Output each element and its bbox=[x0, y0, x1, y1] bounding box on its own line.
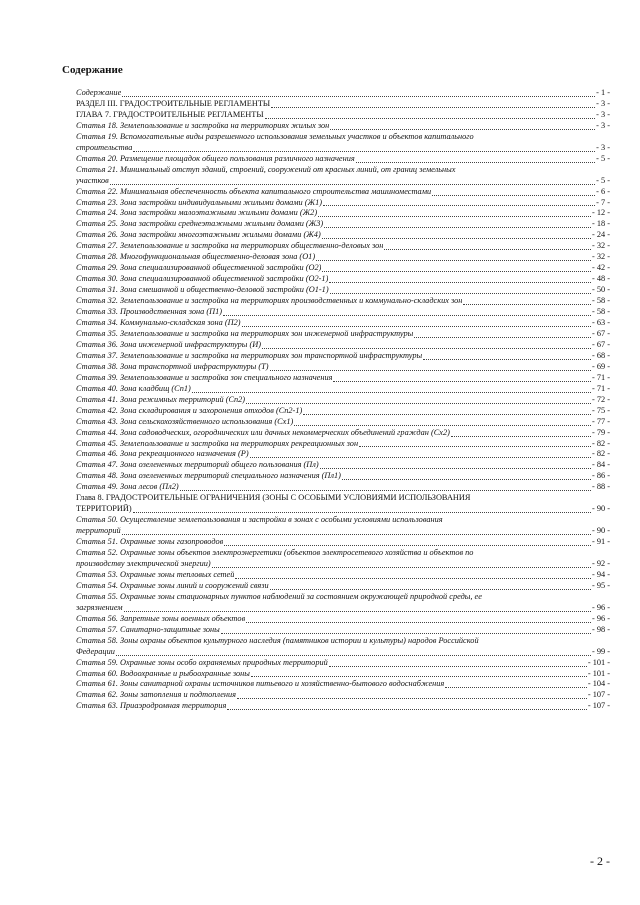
dot-leader bbox=[246, 403, 591, 404]
dot-leader bbox=[432, 195, 595, 196]
dot-leader bbox=[294, 425, 591, 426]
toc-entry-page: - 104 - bbox=[587, 679, 610, 689]
toc-entry-title: Статья 18. Землепользование и застройка на территориях жилых зон bbox=[76, 120, 330, 130]
toc-entry-title: Статья 60. Водоохранные и рыбоохранные зоны bbox=[76, 668, 250, 678]
toc-entry-title: Статья 44. Зона садоводческих, огороднических или дачных некоммерческих объединений граждан (Сх2) bbox=[76, 427, 450, 437]
toc-entry[interactable] bbox=[76, 482, 610, 493]
toc-entry-page: - 94 - bbox=[592, 569, 610, 579]
dot-leader bbox=[212, 567, 591, 568]
toc-entry[interactable] bbox=[76, 373, 610, 384]
toc-entry-title: Статья 34. Коммунально-складская зона (П2) bbox=[76, 318, 241, 328]
toc-entry[interactable] bbox=[76, 230, 610, 241]
dot-leader bbox=[414, 337, 591, 338]
toc-entry-page: - 71 - bbox=[592, 372, 610, 382]
toc-entry-page: - 92 - bbox=[592, 558, 610, 568]
toc-entry-title: Статья 23. Зона застройки индивидуальными жилыми домами (Ж1) bbox=[76, 197, 323, 207]
toc-entry-page: - 3 - bbox=[596, 120, 610, 130]
dot-leader bbox=[324, 227, 591, 228]
dot-leader bbox=[246, 622, 591, 623]
dot-leader bbox=[330, 293, 591, 294]
toc-entry[interactable] bbox=[76, 581, 610, 592]
toc-entry-title: Статья 20. Размещение площадок общего пользования различного назначения bbox=[76, 153, 355, 163]
toc-entry-page: - 48 - bbox=[592, 274, 610, 284]
dot-leader bbox=[251, 676, 587, 677]
toc-entry-title: Статья 36. Зона инженерной инфраструктуры (И) bbox=[76, 339, 261, 349]
toc-entry[interactable] bbox=[76, 99, 610, 110]
dot-leader bbox=[320, 468, 591, 469]
toc-entry-title: Статья 47. Зона озелененных территорий общего пользования (Пл) bbox=[76, 460, 319, 470]
toc-entry[interactable] bbox=[76, 460, 610, 471]
toc-entry[interactable] bbox=[76, 647, 610, 658]
toc-entry-title: Статья 35. Землепользование и застройка на территориях зон инженерной инфраструктуры bbox=[76, 328, 414, 338]
toc-entry[interactable] bbox=[76, 296, 610, 307]
toc-entry-page: - 88 - bbox=[592, 482, 610, 492]
dot-leader bbox=[237, 698, 587, 699]
dot-leader bbox=[329, 666, 587, 667]
toc-entry[interactable] bbox=[76, 614, 610, 625]
toc-entry-title: РАЗДЕЛ III. ГРАДОСТРОИТЕЛЬНЫЕ РЕГЛАМЕНТЫ bbox=[76, 98, 271, 108]
toc-entry-page: - 101 - bbox=[587, 657, 610, 667]
toc-entry-page: - 107 - bbox=[587, 701, 610, 711]
toc-entry[interactable] bbox=[76, 559, 610, 570]
dot-leader bbox=[262, 348, 591, 349]
toc-entry-title: Статья 31. Зона смешанной и общественно-деловой застройки (О1-1) bbox=[76, 285, 329, 295]
toc-entry[interactable] bbox=[76, 241, 610, 252]
toc-entry-title: участков bbox=[76, 175, 109, 185]
toc-entry-title: Статья 49. Зона лесов (Пл2) bbox=[76, 482, 179, 492]
toc-entry-page: - 63 - bbox=[592, 318, 610, 328]
toc-entry[interactable] bbox=[76, 208, 610, 219]
toc-entry-page: - 18 - bbox=[592, 219, 610, 229]
toc-entry-title: Статья 38. Зона транспортной инфраструктуры (Т) bbox=[76, 361, 269, 371]
dot-leader bbox=[223, 315, 591, 316]
toc-entry-page: - 90 - bbox=[592, 504, 610, 514]
toc-entry-title: Статья 28. Многофункциональная общественно-деловая зона (О1) bbox=[76, 252, 316, 262]
toc-entry-title: Статья 54. Охранные зоны линий и сооружений связи bbox=[76, 580, 269, 590]
toc-entry[interactable] bbox=[76, 603, 610, 614]
toc-entry[interactable] bbox=[76, 318, 610, 329]
toc-entry-title: Статья 43. Зона сельскохозяйственного использования (Сх1) bbox=[76, 416, 294, 426]
toc-entry[interactable] bbox=[76, 110, 610, 121]
toc-entry-page: - 107 - bbox=[587, 690, 610, 700]
toc-entry-title: ТЕРРИТОРИЙ) bbox=[76, 504, 132, 514]
dot-leader bbox=[423, 359, 591, 360]
toc-entry-page: - 3 - bbox=[596, 98, 610, 108]
toc-entry[interactable] bbox=[76, 679, 610, 690]
toc-entry-page: - 7 - bbox=[596, 197, 610, 207]
dot-leader bbox=[133, 512, 591, 513]
toc-entry-title: Статья 26. Зона застройки многоэтажными жилыми домами (Ж4) bbox=[76, 230, 321, 240]
toc-entry-page: - 6 - bbox=[596, 186, 610, 196]
toc-entry[interactable] bbox=[76, 625, 610, 636]
toc-entry-page: - 68 - bbox=[592, 350, 610, 360]
toc-entry[interactable] bbox=[76, 669, 610, 680]
dot-leader bbox=[342, 479, 591, 480]
toc-entry-page: - 91 - bbox=[592, 537, 610, 547]
toc-entry-title: Статья 62. Зоны затопления и подтопления bbox=[76, 690, 237, 700]
toc-entry-page: - 58 - bbox=[592, 296, 610, 306]
toc-entry[interactable] bbox=[76, 187, 610, 198]
toc-entry-title: Статья 48. Зона озелененных территорий специального назначения (Пл1) bbox=[76, 471, 341, 481]
toc-entry-page: - 58 - bbox=[592, 307, 610, 317]
dot-leader bbox=[116, 655, 591, 656]
dot-leader bbox=[192, 392, 591, 393]
toc-entry-page: - 42 - bbox=[592, 263, 610, 273]
toc-entry[interactable] bbox=[76, 406, 610, 417]
dot-leader bbox=[265, 118, 596, 119]
dot-leader bbox=[133, 151, 595, 152]
dot-leader bbox=[322, 271, 591, 272]
dot-leader bbox=[122, 534, 591, 535]
toc-entry-title: Статья 61. Зоны санитарной охраны источников питьевого и хозяйственно-бытового водоснабжения bbox=[76, 679, 445, 689]
toc-entry[interactable] bbox=[76, 351, 610, 362]
dot-leader bbox=[250, 457, 591, 458]
dot-leader bbox=[322, 238, 591, 239]
toc-entry-title: Статья 41. Зона режимных территорий (Сп2) bbox=[76, 394, 246, 404]
toc-entry[interactable] bbox=[76, 395, 610, 406]
toc-entry-title: Статья 27. Землепользование и застройка на территориях общественно-деловых зон bbox=[76, 241, 384, 251]
toc-entry-title: Статья 42. Зона складирования и захоронения отходов (Сп2-1) bbox=[76, 405, 303, 415]
toc-entry[interactable] bbox=[76, 690, 610, 701]
toc-entry-title: Статья 40. Зона кладбищ (Сп1) bbox=[76, 383, 191, 393]
dot-leader bbox=[122, 96, 595, 97]
toc-entry-page: - 67 - bbox=[592, 339, 610, 349]
toc-entry-page: - 32 - bbox=[592, 241, 610, 251]
dot-leader bbox=[270, 370, 592, 371]
toc-entry-page: - 98 - bbox=[592, 624, 610, 634]
toc-entry-page: - 101 - bbox=[587, 668, 610, 678]
toc-entry-page: - 75 - bbox=[592, 405, 610, 415]
toc-entry-first-line[interactable]: Статья 21. Минимальный отступ зданий, строений, сооружений от красных линий, от границ земельных bbox=[76, 164, 456, 174]
toc-entry-title: загрязнением bbox=[76, 602, 123, 612]
toc-entry-page: - 3 - bbox=[596, 142, 610, 152]
toc-entry-title: Статья 59. Охранные зоны особо охраняемых природных территорий bbox=[76, 657, 328, 667]
toc-entry-page: - 96 - bbox=[592, 602, 610, 612]
toc-entry[interactable] bbox=[76, 340, 610, 351]
dot-leader bbox=[271, 107, 595, 108]
table-of-contents bbox=[76, 88, 610, 712]
toc-entry-title: Статья 56. Запретные зоны военных объектов bbox=[76, 613, 246, 623]
toc-entry-page: - 3 - bbox=[596, 109, 610, 119]
toc-entry-title: ГЛАВА 7. ГРАДОСТРОИТЕЛЬНЫЕ РЕГЛАМЕНТЫ bbox=[76, 109, 264, 119]
toc-entry-page: - 5 - bbox=[596, 153, 610, 163]
dot-leader bbox=[227, 709, 586, 710]
dot-leader bbox=[180, 490, 591, 491]
toc-entry-page: - 86 - bbox=[592, 471, 610, 481]
toc-entry-title: строительства bbox=[76, 142, 133, 152]
toc-entry[interactable] bbox=[76, 504, 610, 515]
toc-entry[interactable] bbox=[76, 274, 610, 285]
toc-entry-page: - 90 - bbox=[592, 526, 610, 536]
dot-leader bbox=[270, 589, 591, 590]
dot-leader bbox=[124, 611, 591, 612]
toc-entry-title: Статья 30. Зона специализированной общественной застройки (О2-1) bbox=[76, 274, 329, 284]
toc-entry-title: Статья 24. Зона застройки малоэтажными жилыми домами (Ж2) bbox=[76, 208, 318, 218]
toc-entry[interactable] bbox=[76, 219, 610, 230]
toc-entry[interactable] bbox=[76, 701, 610, 712]
toc-entry[interactable] bbox=[76, 471, 610, 482]
toc-entry[interactable] bbox=[76, 658, 610, 669]
toc-entry-title: Статья 57. Санитарно-защитные зоны bbox=[76, 624, 220, 634]
toc-entry[interactable] bbox=[76, 252, 610, 263]
dot-leader bbox=[316, 260, 591, 261]
toc-entry-page: - 82 - bbox=[592, 449, 610, 459]
dot-leader bbox=[242, 326, 591, 327]
toc-entry-title: Статья 32. Землепользование и застройка на территориях производственных и коммунально-складских зон bbox=[76, 296, 463, 306]
toc-heading: Содержание bbox=[62, 64, 123, 76]
toc-entry[interactable] bbox=[76, 526, 610, 537]
toc-entry-page: - 84 - bbox=[592, 460, 610, 470]
toc-entry-page: - 77 - bbox=[592, 416, 610, 426]
toc-entry-page: - 79 - bbox=[592, 427, 610, 437]
dot-leader bbox=[463, 304, 591, 305]
toc-entry[interactable] bbox=[76, 439, 610, 450]
toc-entry-first-line[interactable]: Статья 19. Вспомогательные виды разрешенного использования земельных участков и объектов капитального bbox=[76, 131, 474, 141]
toc-entry-first-line[interactable]: Статья 50. Осуществление землепользования и застройки в зонах с особыми условиями использования bbox=[76, 515, 443, 525]
toc-entry-first-line[interactable]: Глава 8. ГРАДОСТРОИТЕЛЬНЫЕ ОГРАНИЧЕНИЯ (ЗОНЫ С ОСОБЫМИ УСЛОВИЯМИ ИСПОЛЬЗОВАНИЯ bbox=[76, 493, 471, 503]
toc-entry-title: Статья 45. Землепользование и застройка на территориях рекреационных зон bbox=[76, 438, 359, 448]
dot-leader bbox=[451, 436, 591, 437]
toc-entry-page: - 32 - bbox=[592, 252, 610, 262]
toc-entry[interactable] bbox=[76, 362, 610, 373]
toc-entry-title: Содержание bbox=[76, 88, 122, 97]
toc-entry-page: - 5 - bbox=[596, 175, 610, 185]
toc-entry-title: Статья 46. Зона рекреационного назначения (Р) bbox=[76, 449, 249, 459]
toc-entry[interactable] bbox=[76, 428, 610, 439]
toc-entry-page: - 82 - bbox=[592, 438, 610, 448]
toc-entry-page: - 24 - bbox=[592, 230, 610, 240]
toc-entry-title: Статья 63. Приаэродромная территория bbox=[76, 701, 227, 711]
toc-entry-page: - 1 - bbox=[596, 88, 610, 97]
dot-leader bbox=[329, 282, 591, 283]
toc-entry-title: Федерации bbox=[76, 646, 115, 656]
toc-entry[interactable] bbox=[76, 417, 610, 428]
dot-leader bbox=[235, 578, 591, 579]
dot-leader bbox=[445, 687, 587, 688]
toc-entry[interactable] bbox=[76, 198, 610, 209]
toc-entry-title: Статья 22. Минимальная обеспеченность объекта капитального строительства машиноместами bbox=[76, 186, 432, 196]
toc-entry-title: Статья 37. Землепользование и застройка на территориях зон транспортной инфраструктуры bbox=[76, 350, 423, 360]
dot-leader bbox=[221, 633, 591, 634]
toc-entry-title: территорий bbox=[76, 526, 121, 536]
toc-entry-title: Статья 33. Производственная зона (П1) bbox=[76, 307, 222, 317]
toc-entry-page: - 67 - bbox=[592, 328, 610, 338]
dot-leader bbox=[224, 545, 591, 546]
toc-entry[interactable] bbox=[76, 88, 610, 99]
toc-entry-title: Статья 51. Охранные зоны газопроводов bbox=[76, 537, 224, 547]
dot-leader bbox=[303, 414, 591, 415]
toc-entry[interactable] bbox=[76, 307, 610, 318]
toc-entry-title: Статья 29. Зона специализированной общественной застройки (О2) bbox=[76, 263, 322, 273]
toc-entry[interactable] bbox=[76, 121, 610, 132]
page-number: - 2 - bbox=[590, 854, 610, 868]
toc-entry[interactable] bbox=[76, 570, 610, 581]
toc-entry-title: производству электрической энергии) bbox=[76, 558, 211, 568]
toc-entry[interactable] bbox=[76, 285, 610, 296]
toc-entry-page: - 72 - bbox=[592, 394, 610, 404]
toc-entry[interactable] bbox=[76, 449, 610, 460]
toc-entry-first-line[interactable]: Статья 58. Зоны охраны объектов культурного наследия (памятников истории и культуры) народов Российской bbox=[76, 635, 479, 645]
toc-entry-page: - 12 - bbox=[592, 208, 610, 218]
toc-entry-page: - 50 - bbox=[592, 285, 610, 295]
toc-entry-title: Статья 39. Землепользование и застройка зон специального назначения bbox=[76, 372, 333, 382]
toc-entry-page: - 96 - bbox=[592, 613, 610, 623]
toc-entry[interactable] bbox=[76, 263, 610, 274]
dot-leader bbox=[323, 205, 595, 206]
toc-entry[interactable] bbox=[76, 329, 610, 340]
toc-entry-title: Статья 25. Зона застройки среднеэтажными жилыми домами (Ж3) bbox=[76, 219, 324, 229]
toc-entry-page: - 95 - bbox=[592, 580, 610, 590]
toc-entry[interactable] bbox=[76, 537, 610, 548]
toc-entry[interactable] bbox=[76, 154, 610, 165]
dot-leader bbox=[333, 381, 591, 382]
toc-entry-page: - 69 - bbox=[592, 361, 610, 371]
toc-entry[interactable] bbox=[76, 143, 610, 154]
dot-leader bbox=[384, 249, 591, 250]
toc-entry-page: - 99 - bbox=[592, 646, 610, 656]
toc-entry[interactable] bbox=[76, 176, 610, 187]
toc-entry-page: - 71 - bbox=[592, 383, 610, 393]
dot-leader bbox=[110, 184, 595, 185]
dot-leader bbox=[359, 446, 591, 447]
toc-entry[interactable] bbox=[76, 384, 610, 395]
toc-entry-first-line[interactable]: Статья 52. Охранные зоны объектов электроэнергетики (объектов электросетевого хозяйства и объектов по bbox=[76, 548, 474, 558]
toc-entry-first-line[interactable]: Статья 55. Охранные зоны стационарных пунктов наблюдений за состоянием окружающей природной среды, ее bbox=[76, 591, 482, 601]
dot-leader bbox=[330, 129, 595, 130]
toc-entry-title: Статья 53. Охранные зоны тепловых сетей bbox=[76, 569, 235, 579]
dot-leader bbox=[318, 216, 591, 217]
dot-leader bbox=[356, 162, 595, 163]
